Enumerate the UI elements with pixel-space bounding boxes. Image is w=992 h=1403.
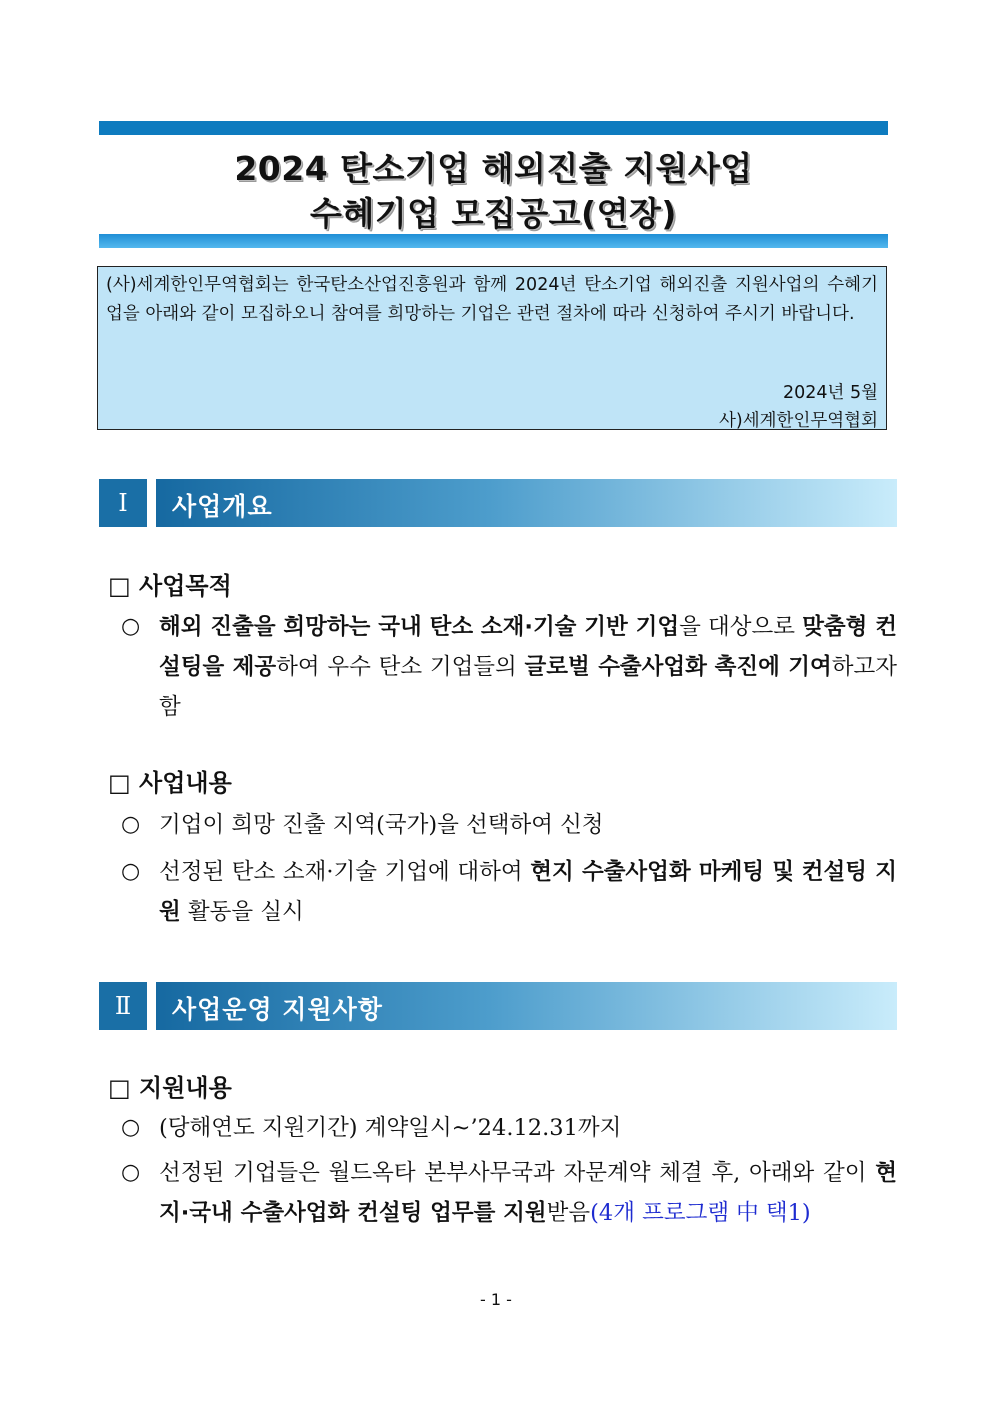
bullet-marker: ○: [121, 1160, 141, 1185]
intro-org: 사)세계한인무역협회: [719, 411, 878, 431]
section-2-header: [156, 982, 897, 1030]
section-2-number: Ⅱ: [99, 982, 147, 1030]
purpose-item: [121, 607, 897, 727]
section-2-title: 사업운영 지원사항: [172, 995, 383, 1024]
section-1-header: [156, 479, 897, 527]
support-item-1: [121, 1108, 897, 1148]
page-title-line2: 수혜기업 모집공고(연장): [310, 194, 677, 233]
program-note: (4개 프로그램 中 택1): [590, 1200, 811, 1226]
intro-date: 2024년 5월: [782, 383, 878, 403]
section-1-number: Ⅰ: [99, 479, 147, 527]
content-item-1: [121, 805, 897, 845]
purpose-text: 해외 진출을 희망하는 국내 탄소 소재·기술 기반 기업을 대상으로 맞춤형 컨설팅을 제공하여 우수 탄소 기업들의 글로벌 수출사업화 촉진에 기여하고자 함: [159, 614, 898, 720]
page-title-line1: 2024 탄소기업 해외진출 지원사업: [234, 149, 753, 188]
subheading-content: □ 사업내용: [108, 769, 232, 797]
content-1-text: 기업이 희망 진출 지역(국가)을 선택하여 신청: [159, 812, 604, 838]
content-2-text: 선정된 탄소 소재·기술 기업에 대하여 현지 수출사업화 마케팅 및 컨설팅 지원 활동을 실시: [159, 859, 897, 925]
bullet-marker: ○: [121, 1115, 141, 1140]
bullet-marker: ○: [121, 614, 141, 639]
support-1-text: (당해연도 지원기간) 계약일시~’24.12.31까지: [159, 1115, 622, 1141]
subheading-purpose: □ 사업목적: [108, 572, 232, 600]
support-2-text: 선정된 기업들은 월드옥타 본부사무국과 자문계약 체결 후, 아래와 같이 현지·국내 수출사업화 컨설팅 업무를 지원받음(4개 프로그램 中 택1): [159, 1160, 898, 1226]
support-item-2: [121, 1153, 897, 1233]
content-item-2: [121, 852, 897, 932]
bullet-marker: ○: [121, 859, 141, 884]
section-1-title: 사업개요: [172, 492, 273, 521]
page-number: - 1 -: [480, 1290, 512, 1309]
subheading-support: □ 지원내용: [108, 1074, 232, 1102]
title-top-bar: [99, 121, 888, 135]
intro-text: (사)세계한인무역협회는 한국탄소산업진흥원과 함께 2024년 탄소기업 해외진출 지원사업의 수혜기업을 아래와 같이 모집하오니 참여를 희망하는 기업은 관련 절차에 따라 신청하여 주시기 바랍니다.: [106, 275, 878, 324]
title-bottom-bar: [99, 234, 888, 248]
bullet-marker: ○: [121, 812, 141, 837]
intro-box: [97, 266, 887, 430]
